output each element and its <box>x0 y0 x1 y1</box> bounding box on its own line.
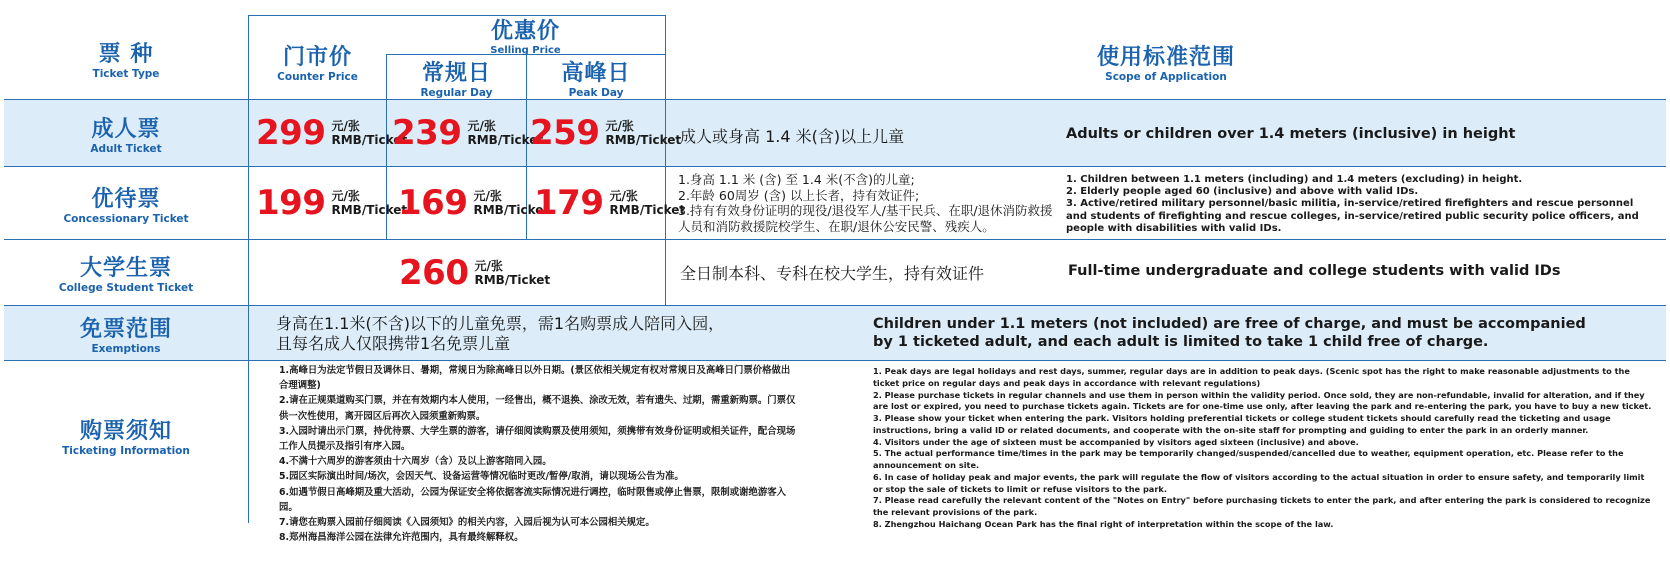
concession-regular-price <box>398 178 549 228</box>
note-item: 4. Visitors under the age of sixteen must be accompanied by visitors aged sixteen (inclusive) and above. <box>873 436 1359 447</box>
info-cn: 购票须知 <box>79 418 172 444</box>
price-value: 259 <box>530 113 600 153</box>
note-item: 3.入园时请出示门票，持优待票、大学生票的游客，请仔细阅读购票及使用须知，须携带有效身份证明或相关证件，配合现场工作人员提示及指引有序入园。 <box>279 425 796 453</box>
college-ticket-en: College Student Ticket <box>58 282 194 294</box>
price-value: 260 <box>399 253 469 293</box>
exemptions-en: Exemptions <box>91 342 161 355</box>
rule <box>4 166 1666 167</box>
concession-ticket-en: Concessionary Ticket <box>63 212 189 225</box>
rule <box>4 305 1666 306</box>
exemptions-text-cn <box>276 314 724 354</box>
note-item: 6. In case of holiday peak and major events, the park will regulate the flow of visitors according to the actual situation in order to ensure safety, and temporarily limit or stop the sale of tickets to limit or refuse visitors to the park. <box>873 471 1645 494</box>
header-ticket-type-en: Ticket Type <box>92 67 160 80</box>
note-item: 8.郑州海昌海洋公园在法律允许范围内，具有最终解释权。 <box>279 532 524 544</box>
college-scope-cn: 全日制本科、专科在校大学生，持有效证件 <box>680 264 985 283</box>
unit-en: RMB/Ticket <box>467 133 544 147</box>
unit-cn: 元/张 <box>473 189 502 203</box>
header-regular-day-en: Regular Day <box>420 86 493 99</box>
header-peak-day-en: Peak Day <box>568 86 624 99</box>
rule <box>248 15 249 523</box>
rule <box>4 239 1666 240</box>
info-en: Ticketing Information <box>62 444 190 457</box>
unit-cn: 元/张 <box>331 189 360 203</box>
header-counter-price <box>249 40 386 82</box>
adult-scope-en: Adults or children over 1.4 meters (inclusive) in height <box>1066 126 1516 142</box>
unit-en: RMB/Ticket <box>331 203 408 217</box>
note-item: 2. Please purchase tickets in regular channels and use them in person within the validity period. Once sold, they are non-refundable, invalid for alteration, and if they are lost or expired, you need to purchase tickets again. Tickets are for one-time use only, after leaving the park and re-entering the park, you have to buy a new ticket. <box>873 389 1652 412</box>
adult-scope-cn: 成人或身高 1.4 米(含)以上儿童 <box>680 127 905 146</box>
unit-en: RMB/Ticket <box>474 273 551 287</box>
header-scope-en: Scope of Application <box>1105 70 1227 83</box>
rule <box>4 360 1666 361</box>
adult-peak-price <box>530 108 681 158</box>
price-value: 239 <box>392 113 462 153</box>
header-peak-day-cn: 高峰日 <box>561 60 631 86</box>
unit-en: RMB/Ticket <box>605 133 682 147</box>
note-item: 2.请在正规渠道购买门票，并在有效期内本人使用，一经售出，概不退换、涂改无效，若有遗失、过期，需重新购票。门票仅供一次性使用，离开园区后再次入园须重新购票。 <box>279 395 796 422</box>
adult-regular-price <box>392 108 543 158</box>
price-value: 199 <box>256 183 326 223</box>
price-value: 169 <box>398 183 468 223</box>
note-item: 5.园区实际演出时间/场次，会因天气、设备运营等情况临时更改/暂停/取消，请以现场公告为准。 <box>279 471 684 483</box>
college-price <box>399 248 550 298</box>
note-item: 4.不满十六周岁的游客须由十六周岁（含）及以上游客陪同入园。 <box>279 456 552 468</box>
header-peak-day <box>527 56 665 98</box>
concession-counter-price <box>256 178 407 228</box>
note-item: 6.如遇节假日高峰期及重大活动，公园为保证安全将依据客流实际情况进行调控，临时限售或停止售票，限制或谢绝游客入园。 <box>279 486 786 513</box>
college-ticket-cn: 大学生票 <box>79 256 172 281</box>
scope-item: 3. Active/retired military personnel/basic militia, in-service/retired firefighters and rescue personnel and students of firefighting and rescue colleges, in-service/retired public security police officers, and people with disabilities with valid IDs. <box>1066 198 1639 234</box>
note-item: 5. The actual performance time/times in the park may be temporarily changed/suspended/cancelled due to weather, equipment operation, etc. Please refer to the announcement on site. <box>873 448 1624 470</box>
scope-item: 1. Children between 1.1 meters (including) and 1.4 meters (excluding) in height. <box>1066 174 1523 185</box>
concession-peak-price <box>534 178 685 228</box>
unit-cn: 元/张 <box>331 119 360 133</box>
exemptions-label <box>4 306 248 360</box>
unit-en: RMB/Ticket <box>473 203 550 217</box>
rule <box>4 99 1666 100</box>
header-selling-price-cn: 优惠价 <box>490 19 560 44</box>
scope-item: 1.身高 1.1 米 (含) 至 1.4 米(不含)的儿童; <box>678 172 915 187</box>
unit-en: RMB/Ticket <box>331 133 408 147</box>
header-counter-price-cn: 门市价 <box>282 44 352 70</box>
adult-ticket-cn: 成人票 <box>91 116 161 142</box>
adult-ticket-en: Adult Ticket <box>90 142 162 155</box>
note-item: 7. Please read carefully the relevant content of the "Notes on Entry" before purchasing tickets to enter the park, and after entering the park is considered to recognize the relevant provisions of the park. <box>873 495 1651 517</box>
price-value: 179 <box>534 183 604 223</box>
scope-item: 3.持有有效身份证明的现役/退役军人/基干民兵、在职/退休消防救援人员和消防救援院校学生、在职/退休公安民警、残疾人。 <box>678 203 1053 234</box>
info-notes-en <box>873 366 1655 531</box>
header-selling-price-en: Selling Price <box>490 45 561 56</box>
exemptions-line: Children under 1.1 meters (not included) are free of charge, and must be accompanied <box>873 316 1586 332</box>
adult-counter-price <box>256 108 407 158</box>
header-scope <box>666 40 1666 82</box>
note-item: 8. Zhengzhou Haichang Ocean Park has the final right of interpretation within the scope of the law. <box>873 518 1334 529</box>
header-selling-price <box>386 16 665 54</box>
exemptions-line: 身高在1.1米(不含)以下的儿童免票，需1名购票成人陪同入园， <box>276 314 725 333</box>
info-notes-cn <box>279 363 799 545</box>
exemptions-text-en <box>873 315 1586 351</box>
exemptions-cn: 免票范围 <box>79 316 172 342</box>
concession-scope-en <box>1066 174 1656 235</box>
header-regular-day-cn: 常规日 <box>421 60 491 86</box>
unit-cn: 元/张 <box>609 189 638 203</box>
exemptions-line: 且每名成人仅限携带1名免票儿童 <box>276 334 511 353</box>
header-regular-day <box>387 56 526 98</box>
concession-scope-cn <box>678 172 1058 234</box>
college-ticket-label <box>4 240 248 305</box>
header-counter-price-en: Counter Price <box>277 70 358 83</box>
note-item: 3. Please show your ticket when entering the park. Visitors holding preferential tickets or college student tickets should carefully read the ticketing and usage instructions, bring a valid ID or related documents, and cooperate with the on-site staff for prompting and guiding to enter the park in an orderly manner. <box>873 413 1611 435</box>
scope-item: 2.年龄 60周岁 (含) 以上长者，持有效证件; <box>678 187 920 203</box>
info-label <box>4 410 248 460</box>
concession-ticket-cn: 优待票 <box>91 186 161 212</box>
note-item: 7.请您在购票入园前仔细阅读《入园须知》的相关内容，入园后视为认可本公园相关规定。 <box>279 517 655 529</box>
exemptions-line: by 1 ticketed adult, and each adult is limited to take 1 child free of charge. <box>873 334 1489 350</box>
unit-cn: 元/张 <box>605 119 634 133</box>
price-value: 299 <box>256 113 326 153</box>
adult-ticket-label <box>4 100 248 166</box>
header-ticket-type-cn: 票 种 <box>98 41 154 67</box>
header-ticket-type <box>4 36 248 80</box>
unit-cn: 元/张 <box>467 119 496 133</box>
note-item: 1. Peak days are legal holidays and rest days, summer, regular days are in addition to peak days. (Scenic spot has the right to make reasonable adjustments to the ticket price on regular days and peak days in accordance with relevant regulations) <box>873 366 1630 388</box>
unit-cn: 元/张 <box>474 259 503 273</box>
college-scope-en: Full-time undergraduate and college students with valid IDs <box>1068 263 1561 279</box>
header-scope-cn: 使用标准范围 <box>1096 44 1235 70</box>
note-item: 1.高峰日为法定节假日及调休日、暑期，常规日为除高峰日以外日期。(景区依相关规定有权对常规日及高峰日门票价格做出合理调整) <box>279 365 791 392</box>
scope-item: 2. Elderly people aged 60 (inclusive) and above with valid IDs. <box>1066 186 1419 198</box>
concession-ticket-label <box>4 167 248 239</box>
unit-en: RMB/Ticket <box>609 203 686 217</box>
